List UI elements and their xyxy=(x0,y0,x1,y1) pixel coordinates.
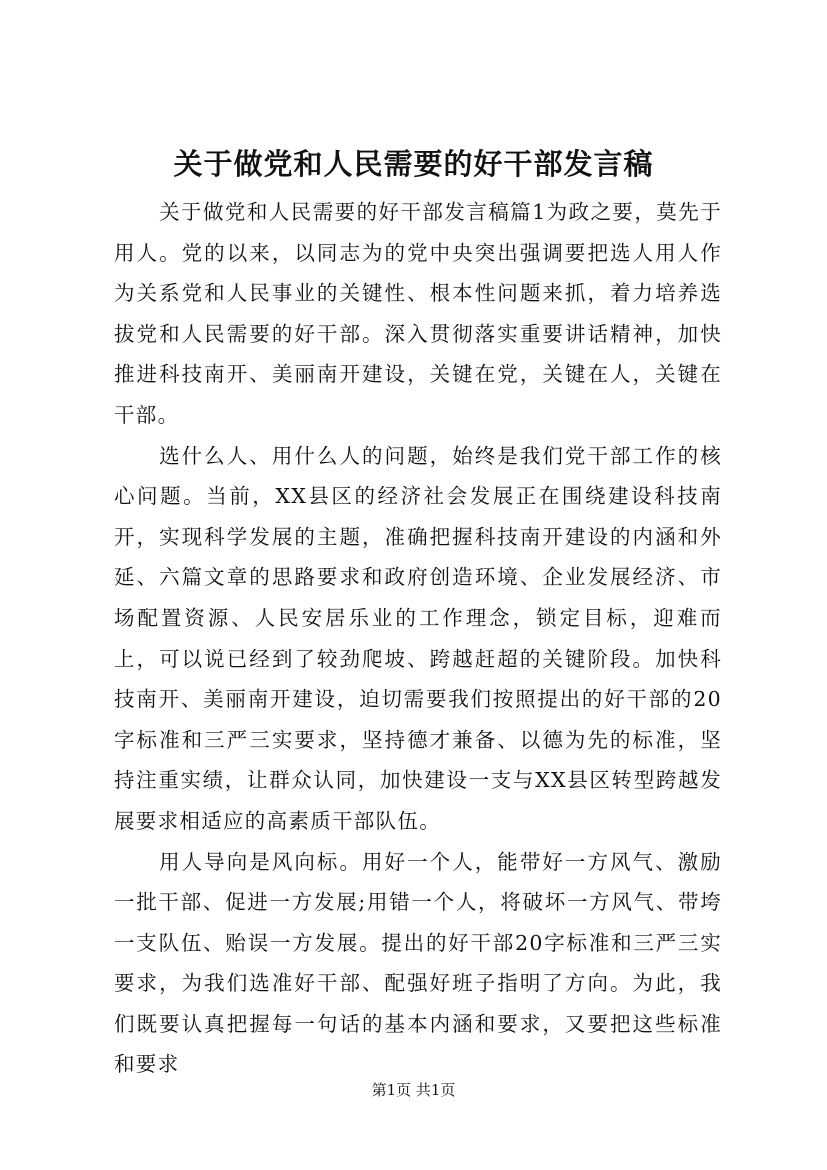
paragraph-1: 关于做党和人民需要的好干部发言稿篇1为政之要，莫先于用人。党的以来，以同志为的党中央突出强调要把选人用人作为关系党和人民事业的关键性、根本性问题来抓，着力培养选拔党和人民需要的好干部。深入贯彻落实重要讲话精神，加快推进科技南开、美丽南开建设，关键在党，关键在人，关键在干部。 xyxy=(114,200,722,427)
paragraph-3: 用人导向是风向标。用好一个人，能带好一方风气、激励一批干部、促进一方发展;用错一个人，将破坏一方风气、带垮一支队伍、贻误一方发展。提出的好干部20字标准和三严三实要求，为我们选准好干部、配强好班子指明了方向。为此，我们既要认真把握每一句话的基本内涵和要求，又要把这些标准和要求 xyxy=(114,849,722,1077)
document-title: 关于做党和人民需要的好干部发言稿 xyxy=(173,147,654,181)
document-body xyxy=(114,192,722,1085)
page-number-footer: 第1页 共1页 xyxy=(371,1081,456,1099)
paragraph-2: 选什么人、用什么人的问题，始终是我们党干部工作的核心问题。当前，XX县区的经济社会发展正在围绕建设科技南开，实现科学发展的主题，准确把握科技南开建设的内涵和外延、六篇文章的思路要求和政府创造环境、企业发展经济、市场配置资源、人民安居乐业的工作理念，锁定目标，迎难而上，可以说已经到了较劲爬坡、跨越赶超的关键阶段。加快科技南开、美丽南开建设，迫切需要我们按照提出的好干部的20字标准和三严三实要求，坚持德才兼备、以德为先的标准，坚持注重实绩，让群众认同，加快建设一支与XX县区转型跨越发展要求相适应的高素质干部队伍。 xyxy=(114,443,722,833)
